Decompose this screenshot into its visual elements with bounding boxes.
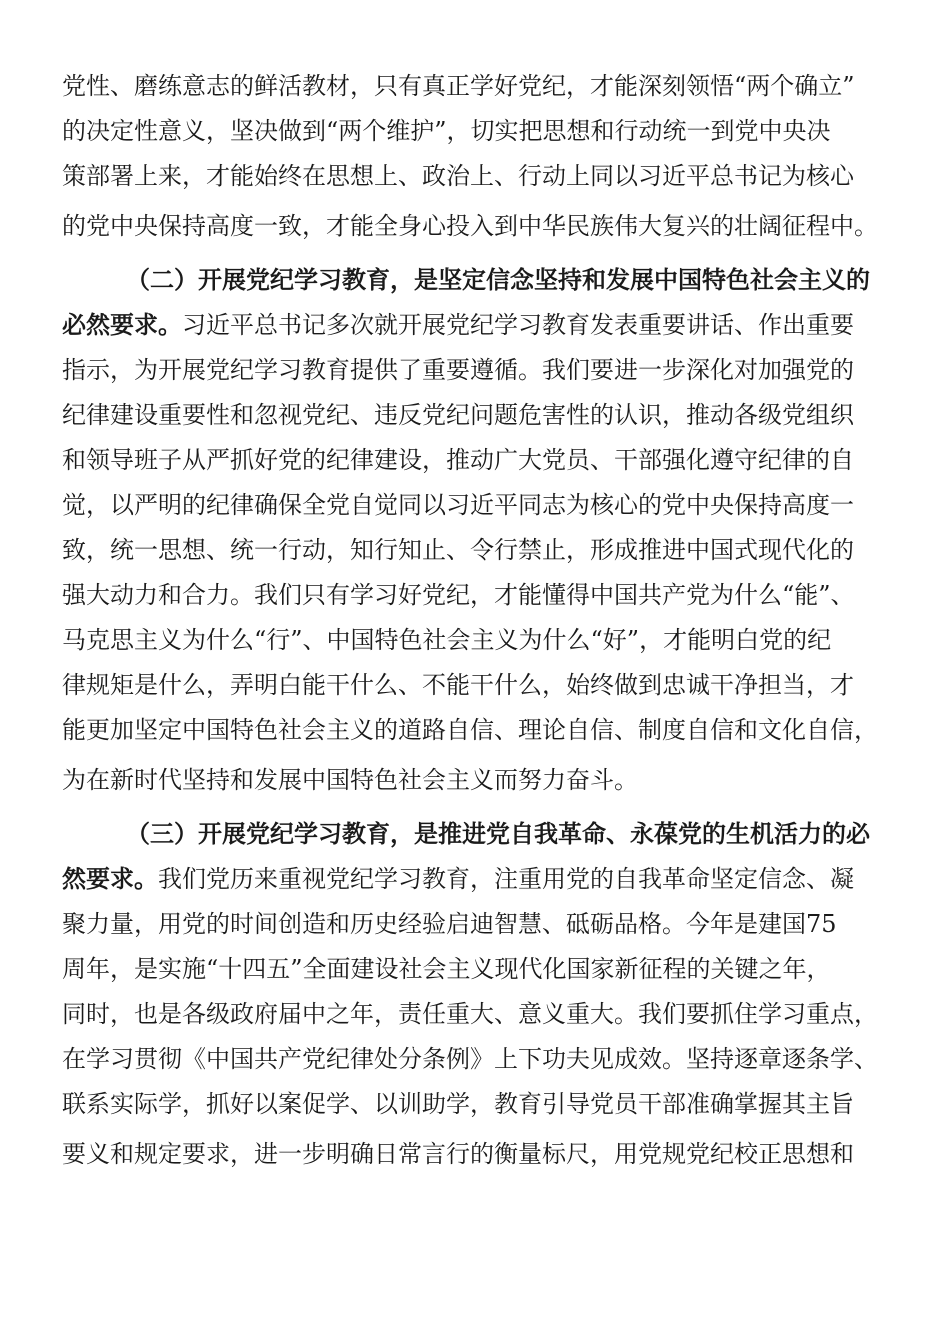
paragraph-line: 为在新时代坚持和发展中国特色社会主义而努力奋斗。 — [62, 766, 638, 794]
paragraph-line: 觉，以严明的纪律确保全党自觉同以习近平同志为核心的党中央保持高度一 — [62, 491, 854, 519]
section-heading-3-end: 然要求。 — [62, 864, 158, 893]
section-heading-2-end: 必然要求。 — [62, 310, 182, 339]
paragraph-line: 策部署上来，才能始终在思想上、政治上、行动上同以习近平总书记为核心 — [62, 162, 854, 190]
paragraph-line: 马克思主义为什么“行”、中国特色社会主义为什么“好”，才能明白党的纪 — [62, 626, 832, 654]
paragraph-line: 致，统一思想、统一行动，知行知止、令行禁止，形成推进中国式现代化的 — [62, 536, 854, 564]
section-heading-2: （二）开展党纪学习教育，是坚定信念坚持和发展中国特色社会主义的 — [126, 265, 870, 294]
paragraph-line: 在学习贯彻《中国共产党纪律处分条例》上下功夫见成效。坚持逐章逐条学、 — [62, 1045, 878, 1073]
paragraph-line: 同时，也是各级政府届中之年，责任重大、意义重大。我们要抓住学习重点， — [62, 1000, 878, 1028]
paragraph-line: 指示，为开展党纪学习教育提供了重要遵循。我们要进一步深化对加强党的 — [62, 356, 854, 384]
paragraph-line: 和领导班子从严抓好党的纪律建设，推动广大党员、干部强化遵守纪律的自 — [62, 446, 854, 474]
paragraph-text: 我们党历来重视党纪学习教育，注重用党的自我革命坚定信念、凝 — [158, 865, 854, 893]
paragraph-line: 党性、磨练意志的鲜活教材，只有真正学好党纪，才能深刻领悟“两个确立” — [62, 72, 855, 100]
paragraph-line — [62, 859, 892, 899]
paragraph-line: 周年，是实施“十四五”全面建设社会主义现代化国家新征程的关键之年， — [62, 955, 831, 983]
paragraph-line: 律规矩是什么，弄明白能干什么、不能干什么，始终做到忠诚干净担当，才 — [62, 671, 854, 699]
paragraph-line — [62, 305, 892, 345]
paragraph-line: 的决定性意义，坚决做到“两个维护”，切实把思想和行动统一到党中央决 — [62, 117, 831, 145]
paragraph-line: 强大动力和合力。我们只有学习好党纪，才能懂得中国共产党为什么“能”、 — [62, 581, 855, 609]
paragraph-line: 的党中央保持高度一致，才能全身心投入到中华民族伟大复兴的壮阔征程中。 — [62, 212, 878, 240]
paragraph-line: 联系实际学，抓好以案促学、以训助学，教育引导党员干部准确掌握其主旨 — [62, 1090, 854, 1118]
paragraph-line: 纪律建设重要性和忽视党纪、违反党纪问题危害性的认识，推动各级党组织 — [62, 401, 854, 429]
paragraph-text: 习近平总书记多次就开展党纪学习教育发表重要讲话、作出重要 — [182, 311, 854, 339]
paragraph-line: 聚力量，用党的时间创造和历史经验启迪智慧、砥砺品格。今年是建国75 — [62, 910, 837, 938]
section-heading-3: （三）开展党纪学习教育，是推进党自我革命、永葆党的生机活力的必 — [126, 819, 870, 848]
paragraph-line: 能更加坚定中国特色社会主义的道路自信、理论自信、制度自信和文化自信， — [62, 716, 878, 744]
paragraph-line: 要义和规定要求，进一步明确日常言行的衡量标尺，用党规党纪校正思想和 — [62, 1140, 854, 1168]
